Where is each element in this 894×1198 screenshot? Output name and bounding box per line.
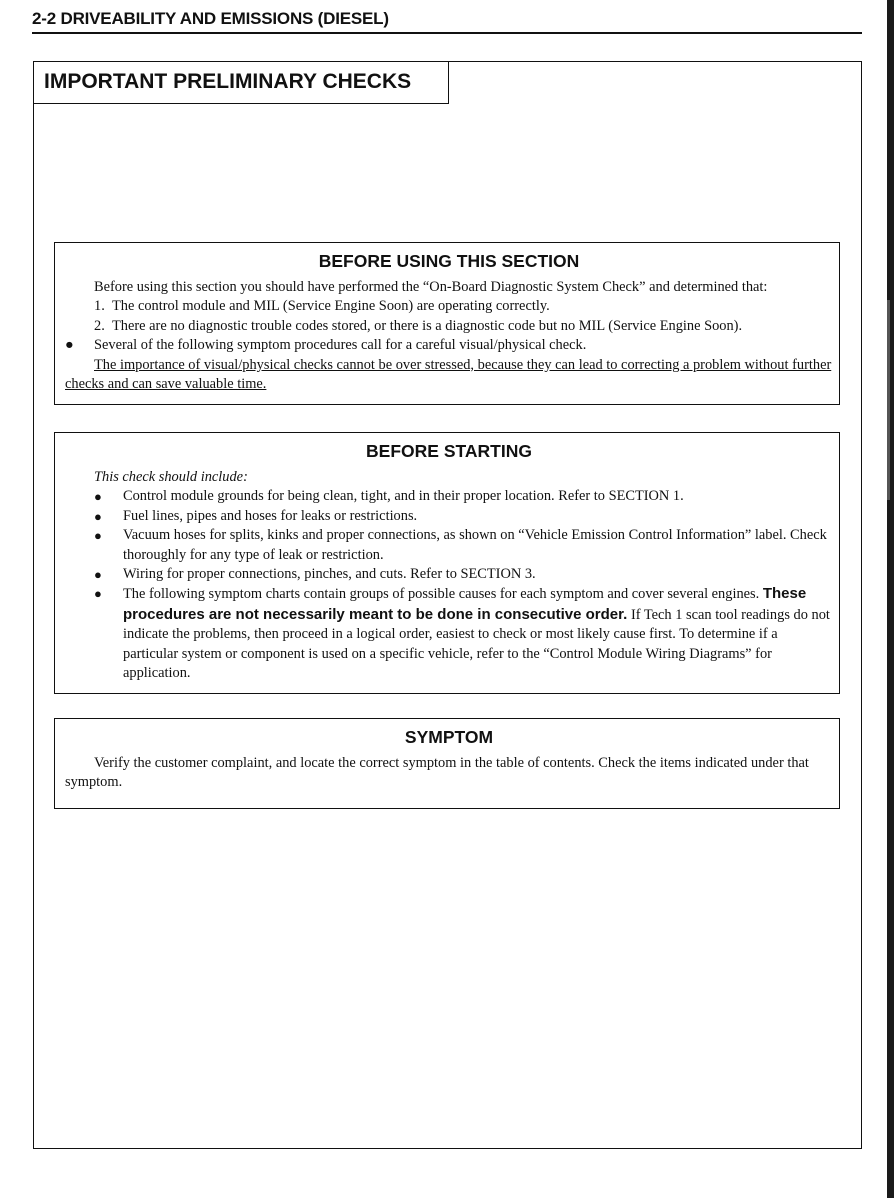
symptom-text: Verify the customer complaint, and locate the correct symptom in the table of contents. Check the items indicated under that symptom. [65, 755, 809, 791]
emphasis-text: The importance of visual/physical checks cannot be over stressed, because they can lead to correcting a problem without further checks and can save valuable time. [65, 356, 832, 393]
item-text: Several of the following symptom procedures call for a careful visual/physical check. [94, 337, 587, 354]
bullet-icon: ● [94, 489, 102, 505]
page-header-title: 2-2 DRIVEABILITY AND EMISSIONS (DIESEL) [32, 9, 389, 28]
symptom-box [54, 718, 840, 809]
before-starting-title: BEFORE STARTING [366, 441, 532, 461]
bullet-icon: ● [94, 528, 102, 544]
item-text: Wiring for proper connections, pinches, and cuts. Refer to SECTION 3. [123, 566, 536, 583]
page-header [32, 8, 862, 34]
bullet-icon: ● [94, 586, 102, 602]
checklist-item [65, 565, 833, 584]
item-text: Fuel lines, pipes and hoses for leaks or restrictions. [123, 507, 418, 524]
before-using-intro: Before using this section you should have performed the “On-Board Diagnostic System Check” and determined that: [94, 279, 768, 295]
checklist-item [65, 526, 833, 565]
before-starting-box [54, 432, 840, 694]
section-title-box [33, 61, 449, 104]
numbered-item [65, 317, 833, 336]
item-number: 1. [94, 298, 105, 315]
item-text: Control module grounds for being clean, tight, and in their proper location. Refer to SECTION 1. [123, 488, 684, 505]
symptom-title: SYMPTOM [404, 727, 494, 747]
before-using-section-box [54, 242, 840, 405]
bold-warning: These procedures are not necessarily meant to be done in consecutive order. [123, 585, 807, 623]
bullet-icon: ● [94, 508, 102, 524]
bullet-icon: ● [94, 567, 102, 583]
checklist-item [65, 487, 833, 506]
section-title: IMPORTANT PRELIMINARY CHECKS [44, 70, 412, 93]
before-using-title: BEFORE USING THIS SECTION [318, 251, 580, 271]
item-text: The following symptom charts contain groups of possible causes for each symptom and cover several engines. [123, 586, 760, 603]
checklist-item [65, 507, 833, 526]
bullet-icon: ● [65, 337, 74, 354]
item-number: 2. [94, 317, 105, 334]
item-text: There are no diagnostic trouble codes stored, or there is a diagnostic code but no MIL (Service Engine Soon). [112, 317, 743, 334]
item-text: Vacuum hoses for splits, kinks and proper connections, as shown on “Vehicle Emission Control Information” label. Check thoroughly for any type of leak or restriction. [123, 527, 827, 563]
item-text-continued: If Tech 1 scan tool readings do not indicate the problems, then proceed in a logical order, easiest to check or most likely cause first. To determine if a particular system or component is used on a specific vehicle, refer to the “Control Module Wiring Diagrams” for application. [123, 606, 830, 682]
scan-edge-shadow [887, 0, 894, 1198]
checklist-item [65, 584, 833, 683]
numbered-item [65, 297, 833, 316]
checklist-intro: This check should include: [94, 469, 248, 485]
emphasis-note [65, 356, 833, 395]
bullet-item [65, 336, 833, 355]
item-text: The control module and MIL (Service Engine Soon) are operating correctly. [112, 298, 550, 315]
